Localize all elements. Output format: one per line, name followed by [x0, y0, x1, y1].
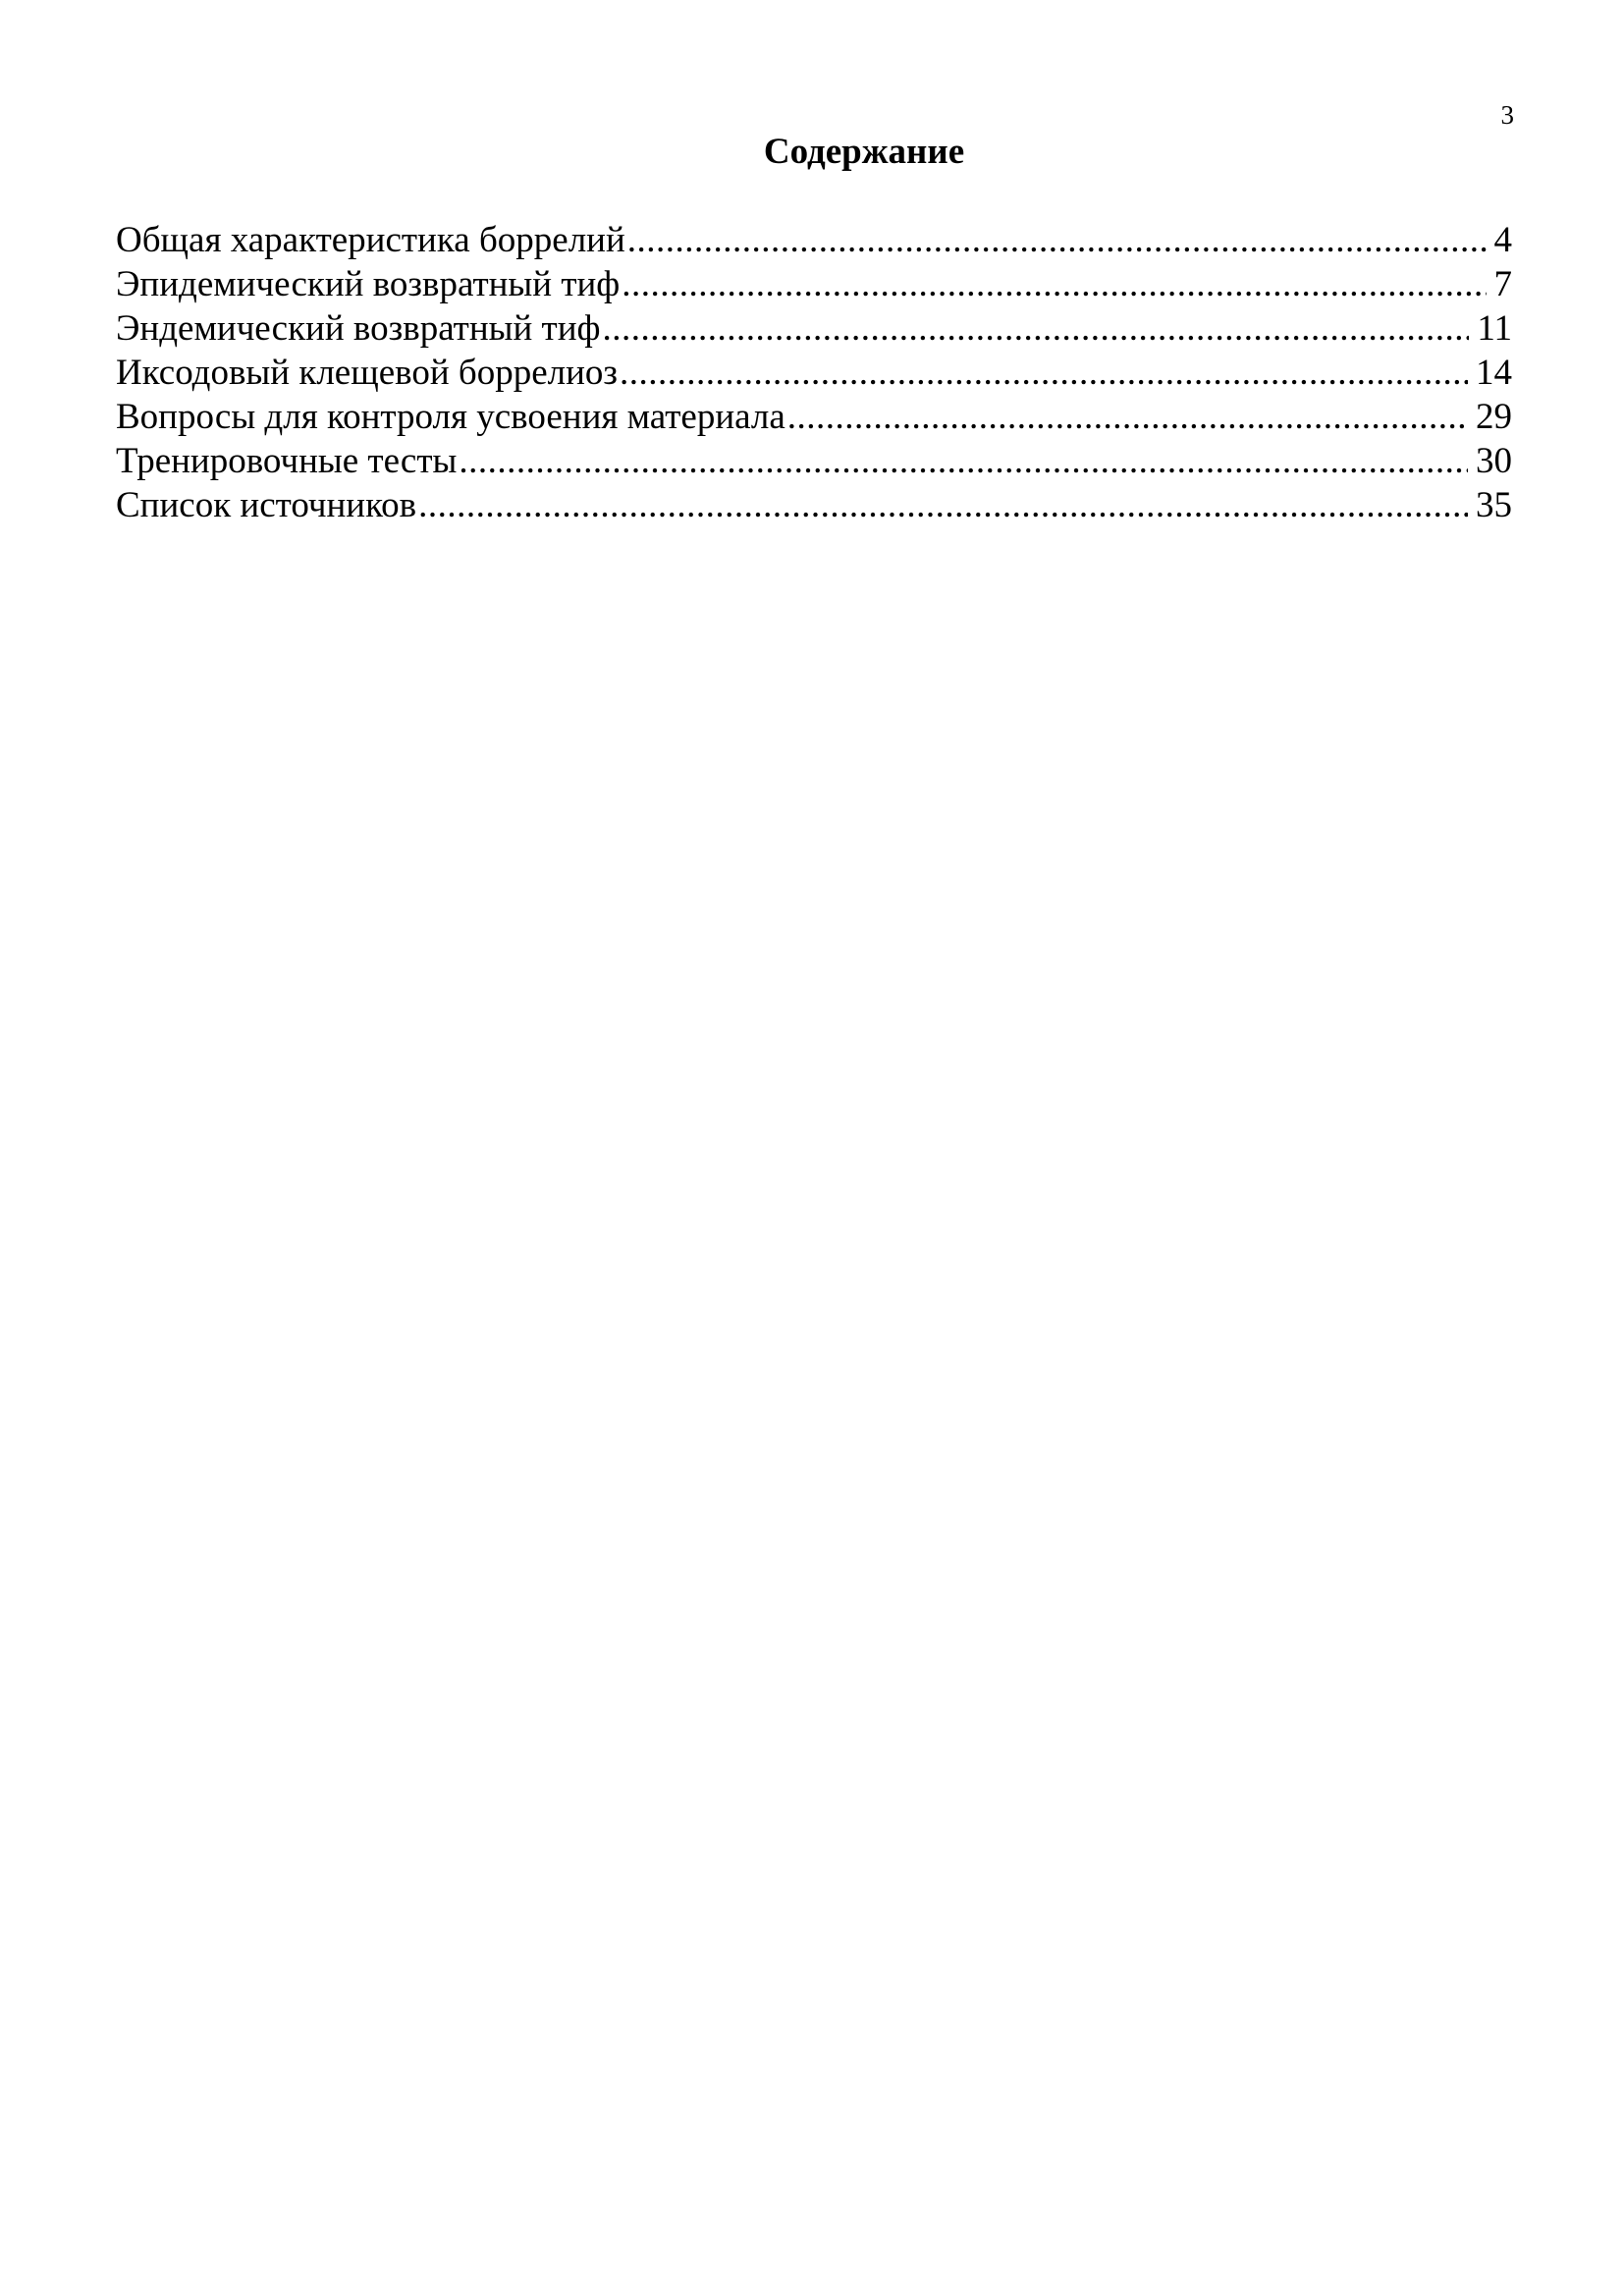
toc-title: Содержание — [763, 132, 965, 172]
toc-entry[interactable] — [116, 351, 1512, 395]
toc-entry-page: 14 — [1476, 353, 1512, 393]
toc-entry-title: Эндемический возвратный тиф — [116, 308, 601, 349]
toc-entry-page: 4 — [1493, 220, 1512, 260]
toc-dot-leader — [620, 351, 1468, 395]
toc-entry[interactable] — [116, 395, 1512, 439]
toc-entry-page: 35 — [1476, 485, 1512, 525]
toc-dot-leader — [787, 395, 1468, 439]
toc-entry[interactable] — [116, 439, 1512, 483]
page-number: 3 — [1500, 100, 1514, 130]
toc-dot-leader — [459, 439, 1468, 483]
toc-entry-title: Общая характеристика боррелий — [116, 220, 625, 260]
toc-entry[interactable] — [116, 262, 1512, 306]
toc-dot-leader — [418, 483, 1468, 527]
toc-entry-page: 29 — [1476, 397, 1512, 437]
toc-entry-title: Вопросы для контроля усвоения материала — [116, 397, 785, 437]
toc-entry-page: 30 — [1476, 441, 1512, 481]
toc-entry-title: Эпидемический возвратный тиф — [116, 264, 621, 304]
toc-entry-title: Тренировочные тесты — [116, 441, 458, 481]
toc-entry-page: 7 — [1493, 264, 1512, 304]
toc-entry-page: 11 — [1477, 308, 1512, 349]
toc-dot-leader — [627, 218, 1487, 262]
toc-dot-leader — [602, 306, 1469, 351]
toc-entry[interactable] — [116, 218, 1512, 262]
toc-dot-leader — [622, 262, 1486, 306]
toc-entry-title: Список источников — [116, 485, 417, 525]
table-of-contents — [116, 218, 1512, 527]
toc-entry[interactable] — [116, 483, 1512, 527]
toc-entry-title: Иксодовый клещевой боррелиоз — [116, 353, 619, 393]
toc-entry[interactable] — [116, 306, 1512, 351]
